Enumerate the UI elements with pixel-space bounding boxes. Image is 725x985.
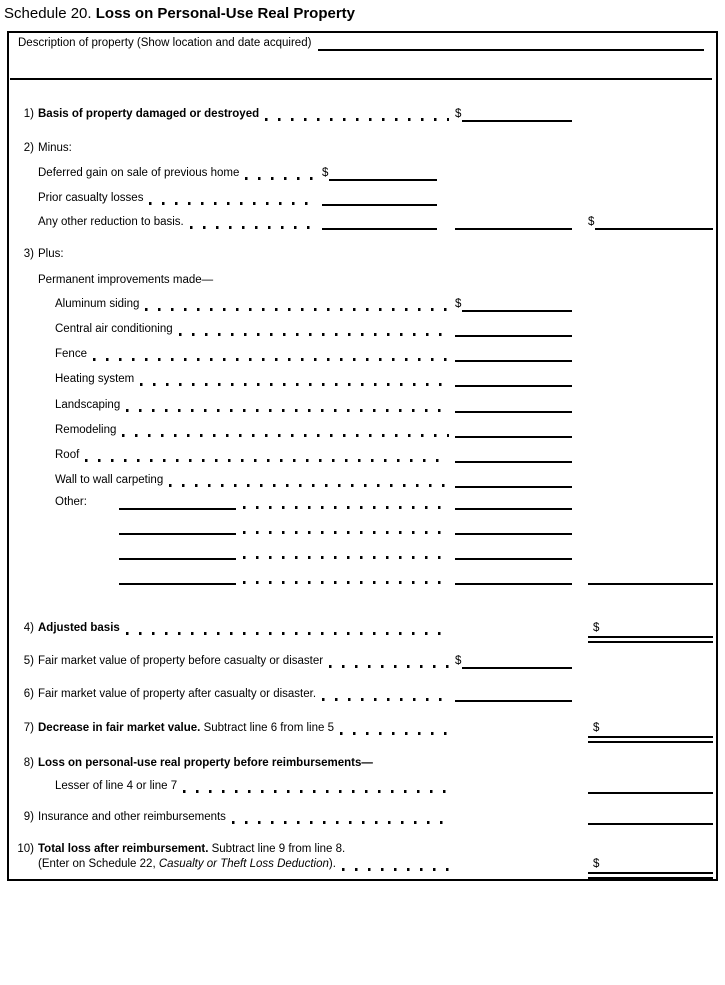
line-8-lesser [15, 778, 713, 794]
double-rule [588, 872, 713, 879]
line-1 [15, 106, 713, 122]
dot-leader [179, 333, 449, 336]
double-rule [588, 736, 713, 743]
dollar-sign: $ [455, 655, 462, 667]
other-row-2 [15, 519, 713, 535]
line-5 [15, 653, 713, 669]
description-label: Description of property (Show location and date acquired) [18, 37, 312, 49]
line-3-total-field[interactable] [588, 569, 713, 585]
dot-leader [183, 790, 449, 793]
line-6-label: Fair market value of property after casualty or disaster. [38, 688, 317, 700]
description-field-line2[interactable] [10, 78, 712, 80]
line-9-label: Insurance and other reimbursements [38, 811, 226, 823]
line-2-total-field[interactable] [588, 214, 713, 230]
remodeling-label: Remodeling [55, 424, 117, 436]
deferred-gain-field[interactable] [322, 165, 437, 181]
improvement-aluminum-siding [15, 296, 713, 312]
improvement-remodeling [15, 422, 713, 438]
dot-leader [340, 732, 449, 735]
dollar-sign: $ [593, 858, 600, 870]
dot-leader [145, 308, 449, 311]
line-3-label: Plus: [38, 248, 64, 260]
line-5-label: Fair market value of property before casualty or disaster [38, 655, 324, 667]
other-amount-1[interactable] [455, 494, 572, 510]
line-4 [15, 620, 713, 644]
aluminum-siding-label: Aluminum siding [55, 298, 140, 310]
improvement-carpeting [15, 472, 713, 488]
dollar-sign: $ [322, 167, 329, 179]
improvement-heating-system [15, 371, 713, 387]
roof-field[interactable] [455, 447, 572, 463]
line-3-sublabel-row [15, 272, 713, 288]
prior-casualty-label: Prior casualty losses [38, 192, 144, 204]
line-6-amount-field[interactable] [455, 686, 572, 702]
line-10-number: 10) [17, 843, 34, 855]
improvement-landscaping [15, 397, 713, 413]
description-field-line1[interactable] [318, 35, 704, 51]
line-7 [15, 720, 713, 744]
dot-leader [140, 383, 449, 386]
remodeling-field[interactable] [455, 422, 572, 438]
other-amount-3[interactable] [455, 544, 572, 560]
landscaping-field[interactable] [455, 397, 572, 413]
line-1-amount-field[interactable] [455, 106, 572, 122]
landscaping-label: Landscaping [55, 399, 121, 411]
line-10-label-rest: Subtract line 9 from line 8. [208, 843, 346, 855]
line-4-label: Adjusted basis [38, 622, 120, 634]
line-2-deferred-gain [15, 165, 713, 181]
dollar-sign: $ [455, 298, 462, 310]
dot-leader [245, 177, 316, 180]
improvement-central-air [15, 321, 713, 337]
deferred-gain-label: Deferred gain on sale of previous home [38, 167, 240, 179]
line-10-note [15, 856, 713, 880]
dot-leader [243, 556, 449, 559]
line-1-number: 1) [23, 108, 34, 120]
prior-casualty-field[interactable] [322, 190, 437, 206]
permanent-improvements-label: Permanent improvements made— [38, 274, 214, 286]
line-2-prior-casualty [15, 190, 713, 206]
line-9-amount-field[interactable] [588, 809, 713, 825]
line-6 [15, 686, 713, 702]
note-prefix: (Enter on Schedule 22, [38, 858, 159, 870]
dot-leader [243, 531, 449, 534]
improvement-roof [15, 447, 713, 463]
line-10 [15, 841, 713, 857]
dot-leader [232, 821, 449, 824]
line-3 [15, 246, 713, 262]
central-air-label: Central air conditioning [55, 323, 173, 335]
dot-leader [329, 665, 449, 668]
dot-leader [265, 118, 449, 121]
worksheet-box [7, 31, 718, 881]
other-row-4 [15, 569, 713, 585]
dot-leader [122, 434, 449, 437]
line-9 [15, 809, 713, 825]
line-7-number: 7) [23, 722, 34, 734]
line-8-number: 8) [23, 757, 34, 769]
dot-leader [126, 409, 449, 412]
line-4-amount-field[interactable] [588, 620, 713, 644]
other-label: Other: [55, 496, 87, 508]
line-1-label: Basis of property damaged or destroyed [38, 108, 260, 120]
other-writein-2[interactable] [119, 519, 236, 535]
dot-leader [243, 581, 449, 584]
fence-label: Fence [55, 348, 87, 360]
line-2-number: 2) [23, 142, 34, 154]
other-writein-4[interactable] [119, 569, 236, 585]
note-italic: Casualty or Theft Loss Deduction [158, 858, 329, 870]
dot-leader [149, 202, 316, 205]
line-7-amount-field[interactable] [588, 720, 713, 744]
line-7-label-rest: Subtract line 6 from line 5 [200, 722, 334, 734]
other-row-1 [15, 494, 713, 510]
line-5-amount-field[interactable] [455, 653, 572, 669]
heating-system-field[interactable] [455, 371, 572, 387]
line-7-label-bold: Decrease in fair market value. [38, 722, 201, 734]
line-4-number: 4) [23, 622, 34, 634]
line-2-subtotal-field[interactable] [455, 214, 572, 230]
dot-leader [322, 698, 449, 701]
dollar-sign: $ [588, 216, 595, 228]
line-10-label-bold: Total loss after reimbursement. [38, 843, 209, 855]
dot-leader [190, 226, 316, 229]
note-suffix: ). [328, 858, 336, 870]
line-2-other-reduction [15, 214, 713, 230]
other-writein-3[interactable] [119, 544, 236, 560]
other-amount-4[interactable] [455, 569, 572, 585]
dot-leader [243, 506, 449, 509]
line-8-amount-field[interactable] [588, 778, 713, 794]
line-8 [15, 755, 713, 771]
dot-leader [126, 632, 449, 635]
other-row-3 [15, 544, 713, 560]
carpeting-field[interactable] [455, 472, 572, 488]
page-title [4, 4, 355, 24]
dollar-sign: $ [455, 108, 462, 120]
line-6-number: 6) [23, 688, 34, 700]
lesser-label: Lesser of line 4 or line 7 [55, 780, 178, 792]
improvement-fence [15, 346, 713, 362]
roof-label: Roof [55, 449, 80, 461]
line-9-number: 9) [23, 811, 34, 823]
other-reduction-field[interactable] [322, 214, 437, 230]
line-3-number: 3) [23, 248, 34, 260]
carpeting-label: Wall to wall carpeting [55, 474, 164, 486]
line-8-label: Loss on personal-use real property before reimbursements— [38, 757, 373, 769]
schedule-title: Loss on Personal-Use Real Property [95, 5, 355, 22]
line-2-label: Minus: [38, 142, 72, 154]
dot-leader [342, 868, 449, 871]
heating-system-label: Heating system [55, 373, 135, 385]
other-reduction-label: Any other reduction to basis. [38, 216, 184, 228]
description-row [18, 35, 704, 51]
line-10-amount-field[interactable] [588, 856, 713, 880]
dot-leader [85, 459, 449, 462]
double-rule [588, 636, 713, 643]
line-2 [15, 140, 713, 156]
dollar-sign: $ [593, 622, 600, 634]
line-5-number: 5) [23, 655, 34, 667]
other-amount-2[interactable] [455, 519, 572, 535]
fence-field[interactable] [455, 346, 572, 362]
dollar-sign: $ [593, 722, 600, 734]
dot-leader [169, 484, 449, 487]
aluminum-siding-field[interactable] [455, 296, 572, 312]
schedule-number: Schedule 20. [4, 5, 92, 22]
dot-leader [93, 358, 449, 361]
other-writein-1[interactable] [119, 494, 236, 510]
central-air-field[interactable] [455, 321, 572, 337]
